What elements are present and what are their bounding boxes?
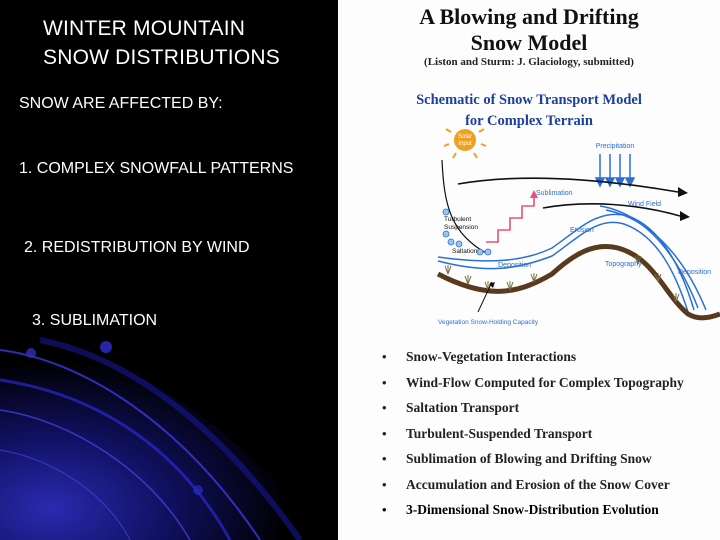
topography-label: Topography bbox=[605, 261, 642, 268]
saltation-label: Saltation bbox=[452, 248, 478, 255]
feature-text: Snow-Vegetation Interactions bbox=[406, 349, 577, 364]
feature-item bbox=[382, 502, 659, 518]
slide-title-line-2: SNOW DISTRIBUTIONS bbox=[43, 46, 280, 69]
bullet-dot: • bbox=[382, 349, 387, 364]
bullet-dot: • bbox=[382, 426, 387, 441]
sublimation-label: Sublimation bbox=[536, 190, 573, 197]
bullet-dot: • bbox=[382, 477, 387, 492]
dark-blue-swirl-background bbox=[0, 0, 338, 540]
feature-text: 3-Dimensional Snow-Distribution Evolution bbox=[406, 502, 659, 517]
turbulent-label: Turbulent bbox=[444, 216, 472, 223]
feature-item bbox=[382, 451, 652, 467]
snow-transport-schematic bbox=[338, 124, 720, 334]
wind-field-arrows-icon bbox=[458, 178, 680, 216]
feature-item bbox=[382, 426, 592, 442]
suspension-label: Suspension bbox=[444, 224, 478, 231]
feature-text: Sublimation of Blowing and Drifting Snow bbox=[406, 451, 652, 466]
feature-text: Accumulation and Erosion of the Snow Cover bbox=[406, 477, 670, 492]
slide-item-3: 3. SUBLIMATION bbox=[32, 312, 158, 329]
slide-item-2: 2. REDISTRIBUTION BY WIND bbox=[24, 239, 250, 256]
paper-title-line-2: Snow Model bbox=[470, 30, 588, 55]
bullet-dot: • bbox=[382, 375, 387, 390]
bullet-dot: • bbox=[382, 451, 387, 466]
erosion-label: Erosion bbox=[570, 227, 594, 234]
slide-item-1: 1. COMPLEX SNOWFALL PATTERNS bbox=[19, 160, 294, 177]
bullet-dot: • bbox=[382, 400, 387, 415]
schematic-title-line-1: Schematic of Snow Transport Model bbox=[416, 92, 642, 108]
feature-item bbox=[382, 375, 684, 391]
slide-title-line-1: WINTER MOUNTAIN bbox=[43, 17, 246, 40]
sublimation-staircase-icon bbox=[486, 196, 534, 242]
feature-item bbox=[382, 400, 519, 416]
vegetation-capacity-label: Vegetation Snow-Holding Capacity bbox=[438, 319, 539, 326]
feature-text: Wind-Flow Computed for Complex Topography bbox=[406, 375, 684, 390]
precipitation-label: Precipitation bbox=[595, 143, 635, 150]
paper-citation: (Liston and Sturm: J. Glaciology, submitted) bbox=[424, 56, 634, 68]
deposition-left-label: Deposition bbox=[498, 262, 532, 269]
feature-item bbox=[382, 477, 670, 493]
feature-text: Turbulent-Suspended Transport bbox=[406, 426, 593, 441]
feature-text: Saltation Transport bbox=[406, 400, 520, 415]
feature-item bbox=[382, 349, 576, 365]
paper-title-line-1: A Blowing and Drifting bbox=[419, 4, 639, 29]
wind-field-label: Wind Field bbox=[628, 201, 662, 208]
schematic-title-line-2: for Complex Terrain bbox=[465, 113, 593, 129]
deposition-right-label: Deposition bbox=[678, 269, 712, 276]
bullet-dot: • bbox=[382, 502, 387, 517]
solar-label: Solar bbox=[457, 134, 473, 140]
slide-subtitle: SNOW ARE AFFECTED BY: bbox=[19, 95, 223, 112]
input-label: Input bbox=[458, 141, 472, 147]
